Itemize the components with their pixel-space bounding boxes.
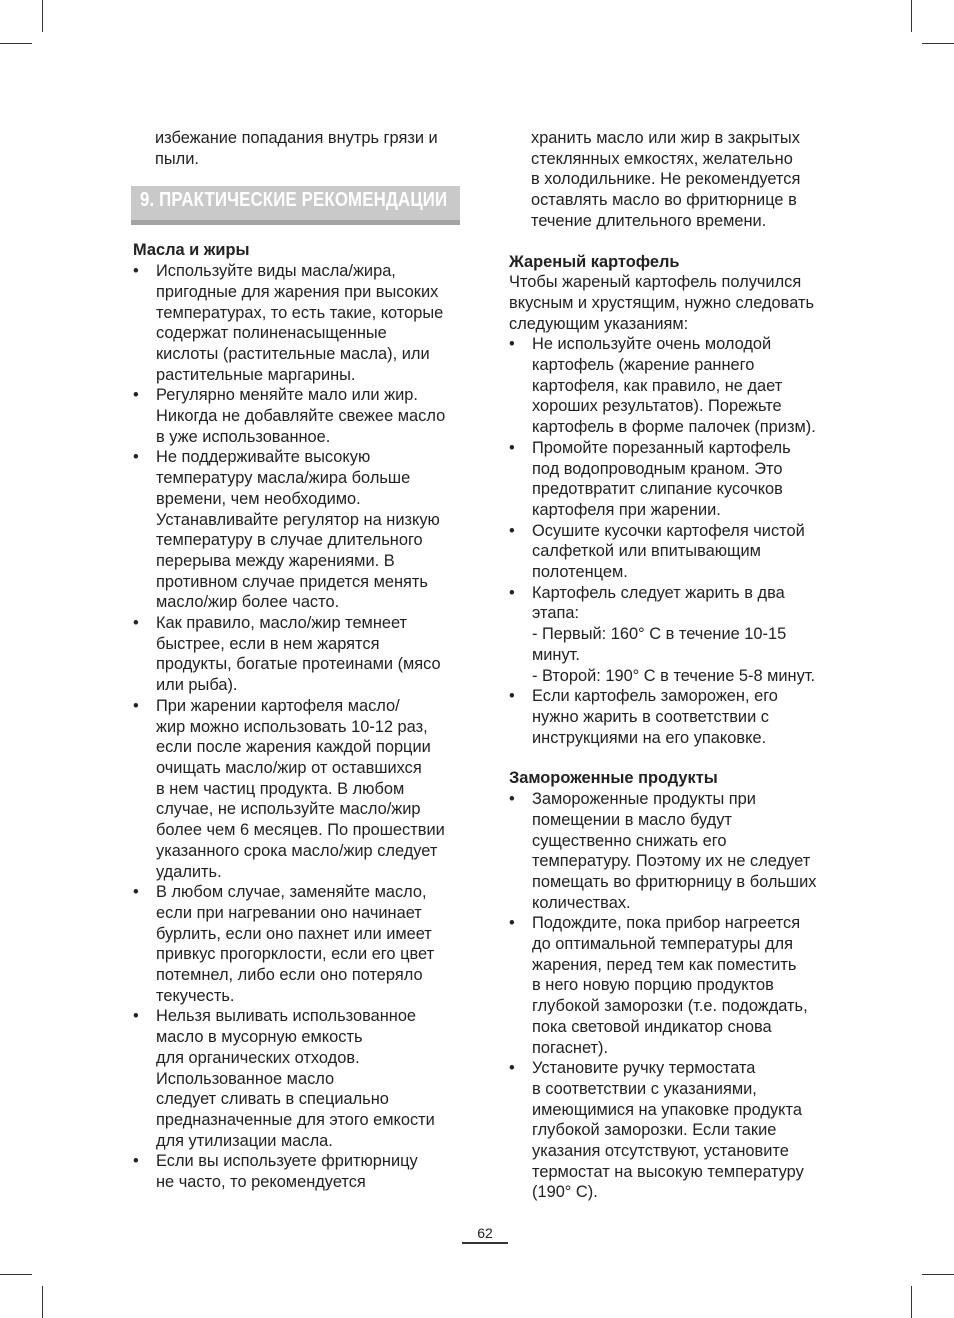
text-line: имеющимися на упаковке продукта	[532, 1100, 802, 1119]
list-item	[509, 438, 839, 521]
list-item	[133, 261, 468, 385]
list-item	[509, 583, 839, 687]
left-column	[133, 128, 468, 1193]
text-line: для органических отходов.	[156, 1048, 360, 1067]
text-line: масло/жир более часто.	[156, 593, 340, 612]
bullet-icon: •	[133, 696, 139, 715]
bullet-icon: •	[133, 448, 139, 467]
text-line: следующим указаниям:	[509, 314, 689, 333]
text-line: избежание попадания внутрь грязи и	[155, 129, 438, 147]
text-line: не часто, то рекомендуется	[156, 1173, 366, 1192]
bullet-icon: •	[133, 1007, 139, 1026]
left-continuation	[133, 128, 468, 169]
text-line: Если картофель заморожен, его	[532, 687, 778, 706]
section-heading	[131, 186, 460, 225]
text-line: помещении в масло будут	[532, 810, 732, 829]
bullet-icon: •	[509, 914, 515, 933]
text-line: В любом случае, заменяйте масло,	[156, 883, 427, 902]
text-line: Замороженные продукты при	[532, 790, 756, 809]
subheading-frozen: Замороженные продукты	[509, 769, 718, 788]
crop-mark	[922, 1274, 954, 1275]
text-line: под водопроводным краном. Это	[532, 459, 783, 478]
text-line: погаснет).	[532, 1038, 609, 1057]
text-line: вкусным и хрустящим, нужно следовать	[509, 293, 815, 312]
text-line: оставлять масло во фритюрнице в	[531, 191, 797, 210]
crop-mark	[42, 0, 43, 32]
text-line: температурах, то есть такие, которые	[156, 303, 444, 322]
crop-mark	[911, 1286, 912, 1318]
text-line: потемнел, либо если оно потеряло	[156, 966, 423, 985]
text-line: температуру. Поэтому их не следует	[532, 852, 811, 871]
text-line: или рыба).	[156, 676, 238, 695]
text-line: минут.	[532, 645, 580, 664]
text-line: (190° С).	[532, 1183, 598, 1202]
bullet-icon: •	[133, 262, 139, 281]
text-line: Нельзя выливать использованное	[156, 1007, 417, 1026]
text-line: растительные маргарины.	[156, 365, 356, 384]
bullet-icon: •	[509, 438, 515, 457]
bullet-icon: •	[509, 521, 515, 540]
bullet-icon: •	[133, 883, 139, 902]
potatoes-list	[509, 334, 839, 748]
text-line: в холодильнике. Не рекомендуется	[531, 170, 801, 189]
text-line: времени, чем необходимо.	[156, 489, 361, 508]
text-line: - Первый: 160° С в течение 10-15	[532, 625, 787, 644]
bullet-icon: •	[133, 1152, 139, 1171]
bullet-icon: •	[509, 790, 515, 809]
list-item	[509, 789, 839, 913]
text-line: - Второй: 190° С в течение 5-8 минут.	[532, 666, 816, 685]
frozen-list	[509, 789, 839, 1203]
subheading-oils: Масла и жиры	[133, 241, 250, 260]
text-line: картофеля, как правило, не дает	[532, 376, 783, 395]
text-line: пока световой индикатор снова	[532, 1017, 772, 1036]
list-item	[509, 521, 839, 583]
text-line: в нем частиц продукта. В любом	[156, 779, 405, 798]
text-line: для утилизации масла.	[156, 1131, 333, 1150]
text-line: полотенцем.	[532, 563, 628, 582]
text-line: быстрее, если в нем жарятся	[156, 634, 380, 653]
text-line: стеклянных емкостях, желательно	[531, 149, 793, 168]
text-line: продукты, богатые протеинами (мясо	[156, 655, 441, 674]
text-line: случае, не используйте масло/жир	[156, 800, 421, 819]
text-line: если после жарения каждой порции	[156, 738, 431, 757]
text-line: Если вы используете фритюрницу	[156, 1152, 418, 1171]
list-item	[133, 447, 468, 613]
text-line: указанного срока масло/жир следует	[156, 841, 438, 860]
crop-mark	[0, 43, 32, 44]
text-line: картофель в форме палочек (призм).	[532, 418, 816, 437]
text-line: кислоты (растительные масла), или	[156, 344, 430, 363]
text-line: Устанавливайте регулятор на низкую	[156, 510, 440, 529]
crop-mark	[0, 1274, 32, 1275]
list-item	[509, 686, 839, 748]
list-item	[133, 385, 468, 447]
bullet-icon: •	[509, 335, 515, 354]
text-line: бурлить, если оно пахнет или имеет	[156, 924, 432, 943]
bullet-icon: •	[509, 687, 515, 706]
list-item	[509, 913, 839, 1058]
text-line: салфеткой или впитывающим	[532, 542, 761, 561]
text-line: термостат на высокую температуру	[532, 1162, 804, 1181]
text-line: жир можно использовать 10-12 раз,	[156, 717, 428, 736]
text-line: следует сливать в специально	[156, 1090, 389, 1109]
text-line: в уже использованное.	[156, 427, 331, 446]
text-line: Промойте порезанный картофель	[532, 438, 791, 457]
text-line: картофель (жарение раннего	[532, 356, 755, 375]
list-item	[133, 882, 468, 1006]
text-line: хранить масло или жир в закрытых	[531, 129, 800, 147]
text-line: масло в мусорную емкость	[156, 1028, 363, 1047]
text-line: содержат полиненасыщенные	[156, 324, 387, 343]
text-line: нужно жарить в соответствии с	[532, 707, 769, 726]
text-line: температуру масла/жира больше	[156, 469, 411, 488]
text-line: жарения, перед тем как поместить	[532, 955, 797, 974]
bullet-icon: •	[509, 1059, 515, 1078]
text-line: в соответствии с указаниями,	[532, 1079, 757, 1098]
list-item	[133, 1151, 468, 1192]
oils-list	[133, 261, 468, 1193]
list-item	[509, 334, 839, 438]
text-line: Используйте виды масла/жира,	[156, 262, 396, 281]
text-line: Как правило, масло/жир темнеет	[156, 614, 408, 633]
subheading-potatoes: Жареный картофель	[509, 252, 680, 271]
text-line: помещать во фритюрницу в больших	[532, 872, 817, 891]
text-line: картофеля при жарении.	[532, 500, 721, 519]
text-line: Никогда не добавляйте свежее масло	[156, 407, 446, 426]
text-line: инструкциями на его упаковке.	[532, 728, 767, 747]
section-heading-text: 9. ПРАКТИЧЕСКИЕ РЕКОМЕНДАЦИИ	[140, 189, 448, 212]
text-line: очищать масло/жир от оставшихся	[156, 758, 422, 777]
text-line: пыли.	[155, 149, 199, 168]
text-line: При жарении картофеля масло/	[156, 696, 400, 715]
text-line: до оптимальной температуры для	[532, 935, 793, 954]
crop-mark	[42, 1286, 43, 1318]
text-line: глубокой заморозки (т.е. подождать,	[532, 997, 808, 1016]
text-line: течение длительного времени.	[531, 211, 767, 230]
text-line: противном случае придется менять	[156, 572, 428, 591]
text-line: в него новую порцию продуктов	[532, 976, 774, 995]
list-item	[133, 1006, 468, 1151]
text-line: Не поддерживайте высокую	[156, 448, 371, 467]
list-item	[133, 613, 468, 696]
list-item	[133, 696, 468, 882]
text-line: Регулярно меняйте мало или жир.	[156, 386, 418, 405]
bullet-icon: •	[133, 386, 139, 405]
crop-mark	[911, 0, 912, 32]
bullet-icon: •	[133, 614, 139, 633]
bullet-icon: •	[509, 583, 515, 602]
text-line: Подождите, пока прибор нагреется	[532, 914, 801, 933]
text-line: удалить.	[156, 862, 222, 881]
text-line: привкус прогорклости, если его цвет	[156, 945, 435, 964]
text-line: предназначенные для этого емкости	[156, 1110, 435, 1129]
text-line: существенно снижать его	[532, 831, 727, 850]
text-line: Осушите кусочки картофеля чистой	[532, 521, 805, 540]
text-line: Не используйте очень молодой	[532, 335, 772, 354]
text-line: хороших результатов). Порежьте	[532, 397, 782, 416]
text-line: если при нагревании оно начинает	[156, 903, 422, 922]
text-line: перерыва между жарениями. В	[156, 551, 395, 570]
text-line: глубокой заморозки. Если такие	[532, 1121, 777, 1140]
text-line: Чтобы жареный картофель получился	[509, 273, 802, 292]
text-line: Картофель следует жарить в два	[532, 583, 785, 602]
text-line: текучесть.	[156, 986, 235, 1005]
text-line: Установите ручку термостата	[532, 1059, 756, 1078]
list-item	[509, 1058, 839, 1203]
text-line: этапа:	[532, 604, 579, 623]
text-line: Использованное масло	[156, 1069, 335, 1088]
right-column	[509, 128, 839, 1203]
text-line: предотвратит слипание кусочков	[532, 480, 783, 499]
right-continuation	[509, 128, 839, 232]
crop-mark	[922, 43, 954, 44]
text-line: более чем 6 месяцев. По прошествии	[156, 821, 445, 840]
text-line: количествах.	[532, 893, 631, 912]
text-line: пригодные для жарения при высоких	[156, 282, 439, 301]
potatoes-intro	[509, 272, 839, 334]
page-number: 62	[462, 1225, 508, 1244]
text-line: температуру в случае длительного	[156, 531, 423, 550]
text-line: указания отсутствуют, установите	[532, 1142, 789, 1161]
